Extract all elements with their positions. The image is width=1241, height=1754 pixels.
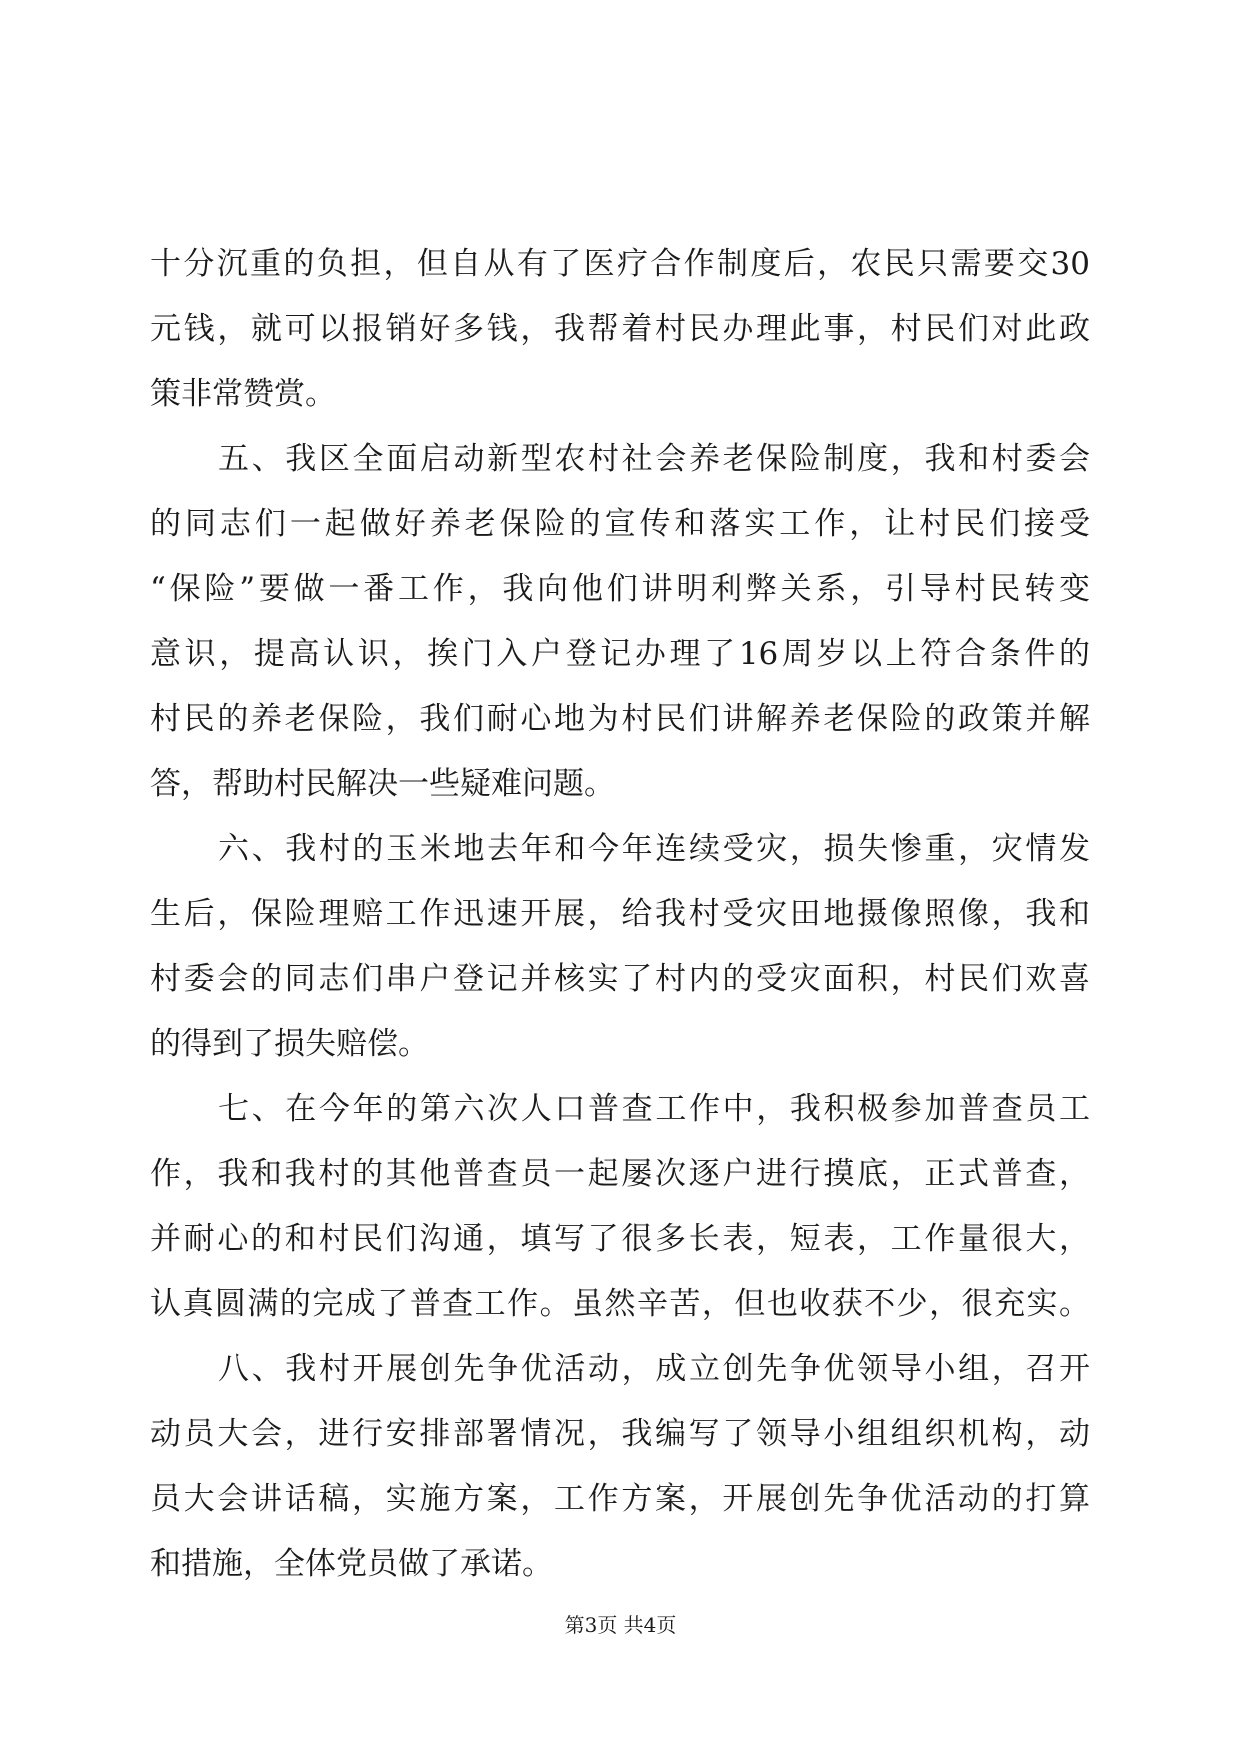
text-line: 动员大会，进行安排部署情况，我编写了领导小组组织机构，动	[150, 1416, 1090, 1452]
text-line: 村委会的同志们串户登记并核实了村内的受灾面积，村民们欢喜	[150, 961, 1090, 997]
paragraph-five	[150, 427, 1090, 817]
text-line: 作，我和我村的其他普查员一起屡次逐户进行摸底，正式普查，	[150, 1156, 1090, 1192]
text-line: 的同志们一起做好养老保险的宣传和落实工作，让村民们接受	[150, 506, 1090, 542]
document-body	[150, 232, 1090, 1597]
text-line: 认真圆满的完成了普查工作。虽然辛苦，但也收获不少，很充实。	[150, 1286, 1090, 1322]
paragraph-seven	[150, 1077, 1090, 1337]
text-line: 策非常赞赏。	[150, 376, 336, 412]
text-line: 和措施，全体党员做了承诺。	[150, 1546, 553, 1582]
text-line: 元钱，就可以报销好多钱，我帮着村民办理此事，村民们对此政	[150, 311, 1090, 347]
text-line: 的得到了损失赔偿。	[150, 1026, 429, 1062]
text-line: 并耐心的和村民们沟通，填写了很多长表，短表，工作量很大，	[150, 1221, 1090, 1257]
paragraph-continuation	[150, 232, 1090, 427]
text-line: 员大会讲话稿，实施方案，工作方案，开展创先争优活动的打算	[150, 1481, 1090, 1517]
paragraph-eight	[150, 1337, 1090, 1597]
text-line: 生后，保险理赔工作迅速开展，给我村受灾田地摄像照像，我和	[150, 896, 1090, 932]
page-number-footer: 第3页 共4页	[564, 1613, 677, 1637]
text-line: 六、我村的玉米地去年和今年连续受灾，损失惨重，灾情发	[218, 831, 1090, 867]
text-line: 十分沉重的负担，但自从有了医疗合作制度后，农民只需要交30	[150, 246, 1090, 282]
text-line: 村民的养老保险，我们耐心地为村民们讲解养老保险的政策并解	[150, 701, 1090, 737]
paragraph-six	[150, 817, 1090, 1077]
text-line: 答，帮助村民解决一些疑难问题。	[150, 766, 615, 802]
text-line: 七、在今年的第六次人口普查工作中，我积极参加普查员工	[218, 1091, 1090, 1127]
text-line: 五、我区全面启动新型农村社会养老保险制度，我和村委会	[218, 441, 1090, 477]
text-line: “保险”要做一番工作，我向他们讲明利弊关系，引导村民转变	[150, 571, 1090, 607]
text-line: 意识，提高认识，挨门入户登记办理了16周岁以上符合条件的	[150, 636, 1090, 672]
text-line: 八、我村开展创先争优活动，成立创先争优领导小组，召开	[218, 1351, 1090, 1387]
